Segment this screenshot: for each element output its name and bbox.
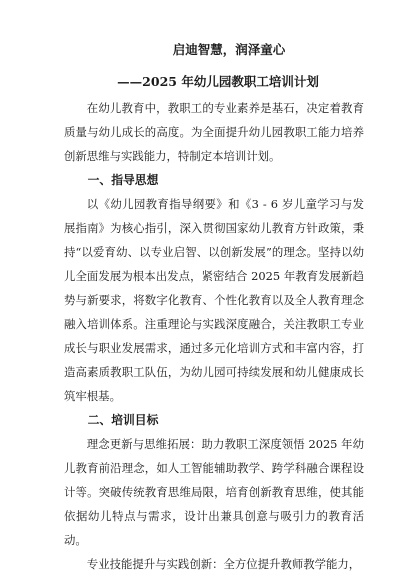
training-goals-paragraph-2: 专业技能提升与实践创新：全方位提升教师教学能力， bbox=[86, 557, 361, 571]
training-goals-paragraph-1: 理念更新与思维拓展：助力教职工深度领悟 2025 年幼儿教育前沿理念，如人工智能辅助教学、跨学科融合课程设计等。突破传统教育思维局限，培育创新教育思维，使其能依据幼儿特点与需求，设计出兼具创意与吸引力的教育活动。 bbox=[64, 437, 364, 547]
guiding-ideology-paragraph: 以《幼儿园教育指导纲要》和《3 - 6 岁儿童学习与发展指南》为核心指引，深入贯彻国家幼儿教育方针政策，秉持“以爱育幼、以专业启智、以创新发展”的理念。坚持以幼儿全面发展为根本出发点，紧密结合 2025 年教育发展新趋势与新要求，将数字化教育、个性化教育以及全人教育理念融入培训体系。注重理论与实践深度融合，关注教职工专业成长与职业发展需求，通过多元化培训方式和丰富内容，打造高素质教职工队伍，为幼儿园可持续发展和幼儿健康成长筑牢根基。 bbox=[64, 197, 364, 403]
document-subtitle: ——2025 年幼儿园教职工培训计划 bbox=[117, 74, 319, 89]
section-heading-guiding-ideology: 一、指导思想 bbox=[87, 173, 159, 187]
document-title: 启迪智慧，润泽童心 bbox=[172, 42, 286, 57]
intro-paragraph: 在幼儿教育中，教职工的专业素养是基石，决定着教育质量与幼儿成长的高度。为全面提升幼儿园教职工能力培养创新思维与实践能力，特制定本培训计划。 bbox=[64, 101, 364, 163]
section-heading-training-goals: 二、培训目标 bbox=[87, 413, 159, 427]
